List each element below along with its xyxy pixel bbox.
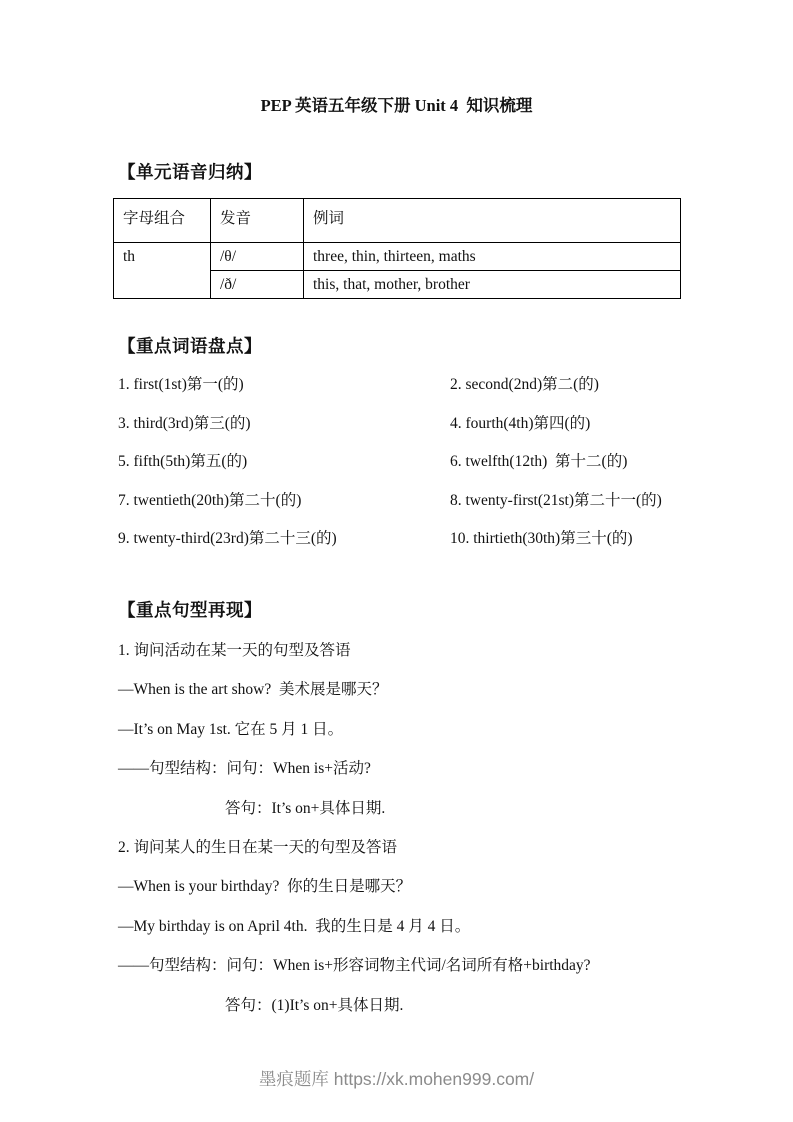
phonics-table [113,198,681,299]
section-heading-sentences: 【重点句型再现】 [118,600,262,620]
section-heading-words: 【重点词语盘点】 [118,336,262,356]
word-item: 1. first(1st)第一(的) [118,376,244,393]
sentence-line-answer: 答句：It’s on+具体日期. [225,799,386,817]
word-item: 7. twentieth(20th)第二十(的) [118,491,302,509]
sentence-line: ——句型结构：问句：When is+形容词物主代词/名词所有格+birthday? [118,957,591,975]
word-item: 6. twelfth(12th) 第十二(的) [450,453,628,471]
table-cell-pronunciation-eth: /ð/ [211,271,304,299]
sentence-list [0,631,793,1025]
page-footer [0,1066,793,1091]
word-item: 3. third(3rd)第三(的) [118,414,251,432]
sentence-line: —When is your birthday? 你的生日是哪天？ [118,878,412,896]
section-heading-phonics: 【单元语音归纳】 [118,162,262,182]
table-cell-pronunciation-theta: /θ/ [211,243,304,271]
table-cell-letter-group: th [114,243,211,299]
word-list-row [0,443,793,482]
table-header-pronunciation: 发音 [211,199,304,243]
table-cell-examples-eth: this, that, mother, brother [304,271,681,299]
word-item: 2. second(2nd)第二(的) [450,376,599,393]
footer-url: https://xk.mohen999.com/ [333,1069,535,1089]
word-item: 10. thirtieth(30th)第三十(的) [450,530,633,548]
sentence-line: —It’s on May 1st. 它在 5 月 1 日。 [118,720,344,738]
word-item: 8. twenty-first(21st)第二十一(的) [450,491,662,509]
table-cell-examples-theta: three, thin, thirteen, maths [304,243,681,271]
word-item: 4. fourth(4th)第四(的) [450,414,591,432]
footer-site-name: 墨痕题库 [258,1069,329,1089]
word-item: 5. fifth(5th)第五(的) [118,453,248,471]
table-row [114,243,681,271]
sentence-line: —My birthday is on April 4th. 我的生日是 4 月 4 日。 [118,917,471,935]
word-list-row [0,366,793,405]
word-list-row [0,482,793,521]
word-list [0,366,793,559]
page-title: PEP 英语五年级下册 Unit 4 知识梳理 [260,96,533,115]
sentence-line: 2. 询问某人的生日在某一天的句型及答语 [118,838,398,856]
word-list-row [0,405,793,444]
sentence-line: 1. 询问活动在某一天的句型及答语 [118,642,351,659]
word-item: 9. twenty-third(23rd)第二十三(的) [118,530,337,548]
word-list-row [0,520,793,559]
sentence-line: —When is the art show? 美术展是哪天？ [118,681,388,699]
sentence-line: ——句型结构：问句：When is+活动? [118,760,371,778]
table-header-letter-group: 字母组合 [114,199,211,243]
sentence-line-answer: 答句：(1)It’s on+具体日期. [225,996,404,1014]
table-header-examples: 例词 [304,199,681,243]
